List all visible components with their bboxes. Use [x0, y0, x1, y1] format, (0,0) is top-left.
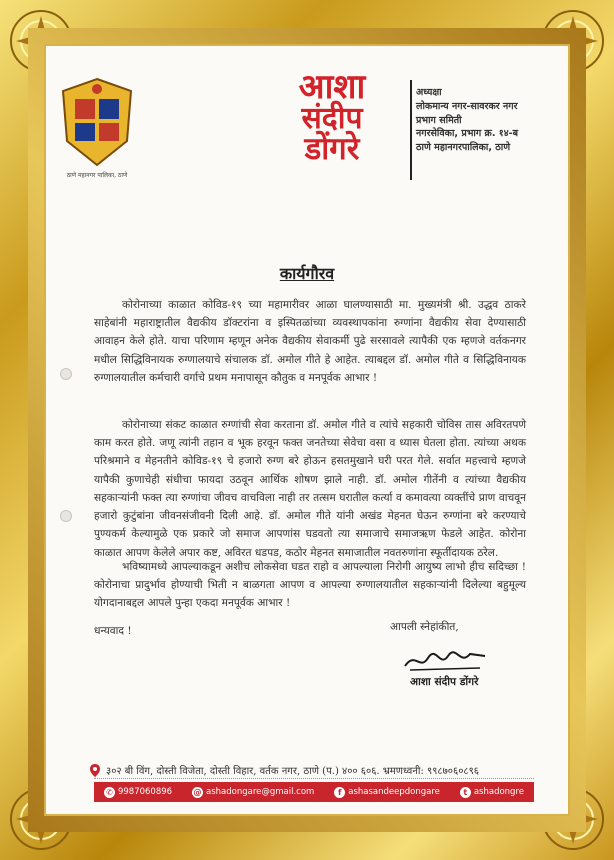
divider — [94, 778, 534, 779]
signer-name: आशा संदीप डोंगरे — [410, 676, 479, 688]
designation-line: प्रभाग समिती — [416, 114, 462, 126]
designation-line: ठाणे महानगरपालिका, ठाणे — [416, 142, 511, 154]
facebook-text: ashasandeepdongare — [348, 787, 440, 797]
punch-hole — [60, 368, 72, 380]
twitter-item[interactable] — [460, 787, 524, 798]
contact-bar — [94, 782, 534, 802]
signature — [400, 646, 490, 674]
email-item[interactable] — [192, 787, 314, 798]
name-line-2: संदीप — [301, 101, 363, 136]
paragraph-1: कोरोनाच्या काळात कोविड-१९ च्या महामारीवर आळा घालण्यासाठी मा. मुख्यमंत्री श्री. उद्धव ठाकरे साहेबांनी महाराष्ट्रातील वैद्यकीय डॉक्टरांना व इस्पितळांच्या व्यवस्थापकांना रुग्णांना वैद्यकीय सेवा देण्यासाठी आवाहन केले होते. याचा परिणाम म्हणून अनेक वैद्यकीय सेवाकर्मी पुढे सरसावले त्यापैकी एक म्हणजे वर्तकनगर मधील सिद्धिविनायक रुग्णालयाचे संचालक डॉ. अमोल गीते हे आहेत. त्याबद्दल डॉ. अमोल गीते व सिद्धिविनायक रुग्णालयातील कर्मचारी वर्गाचे प्रथम मनापासून कौतुक व मनपूर्वक आभार ! — [94, 299, 526, 384]
address-text: ३०२ बी विंग, दोस्ती विजेता, दोस्ती विहार, वर्तक नगर, ठाणे (प.) ४०० ६०६. भ्रमणध्वनी: ९९८७०६०८९६ — [106, 766, 480, 777]
facebook-item[interactable] — [334, 787, 440, 798]
email-icon: @ — [193, 787, 202, 797]
emblem-icon — [55, 75, 139, 171]
name-line-1: आशा — [298, 67, 366, 107]
punch-hole — [60, 510, 72, 522]
paragraph-2: कोरोनाच्या संकट काळात रुग्णांची सेवा करताना डॉ. अमोल गीते व त्यांचे सहकारी चोविस तास अविरतपणे काम करत होते. जणू त्यांनी तहान व भूक हरवून फक्त जनतेच्या सेवेचा वसा व ध्यास घेतला होता. त्यांच्या अथक परिश्रमाने व मेहनतीने कोविड-१९ चे हजारो रुग्ण बरे होऊन हसतमुखाने घरी परत गेले. सर्वात महत्त्वाचे म्हणजे यापैकी कुणाचेही संधीचा फायदा उठवून आर्थिक शोषण झाले नाही. डॉ. अमोल गीतेंनी व त्यांच्या वैद्यकीय सहकाऱ्यांनी फक्त त्या रुग्णांचा जीवच वाचविला नाही तर तत्सम घरातील कर्त्या व कमावत्या व्यक्तींचे प्राण वाचवून हजारो कुटुंबांना जीवनसंजीवनी दिली आहे. डॉ. अमोल गीते यांनी अखंड मेहनत घेऊन रुग्णांना बरे करण्याचे पुण्यकर्म केल्यामुळे एक प्रकारे जो समाज आपणांस घडवतो त्या समाजाचे समाजऋण फेडले आहेत. कोरोना काळात आपण केलेले अपार कष्ट, अविरत धडपड, कठोर मेहनत समाजातील नवतरुणांना स्फूर्तीदायक ठरेल. — [94, 419, 526, 559]
name-logo — [257, 67, 407, 167]
designation-line: नगरसेविका, प्रभाग क्र. १४-ब — [416, 128, 519, 140]
designation-line: लोकमान्य नगर-सावरकर नगर — [416, 100, 518, 112]
twitter-text: ashadongre — [473, 787, 524, 797]
location-pin-icon — [90, 764, 100, 777]
municipal-emblem — [55, 75, 139, 195]
designation-line: अध्यक्षा — [416, 87, 442, 98]
letter-heading: कार्यगौरव — [279, 264, 335, 283]
twitter-icon: t — [460, 787, 471, 798]
paragraph-3: भविष्यामध्ये आपल्याकडून अशीच लोकसेवा घडत राहो व आपल्याला निरोगी आयुष्य लाभो हीच सदिच्छा ! कोरोनाचा प्रादुर्भाव होण्याची भिती न बाळगता आपण व आपल्या रुग्णालयातील सहकाऱ्यांनी दिलेल्या बहुमूल्य योगदानाबद्दल आपले पुन्हा एकदा मनपूर्वक आभार ! — [94, 561, 526, 610]
thanks-text: धन्यवाद ! — [94, 625, 132, 637]
designation-block — [416, 86, 566, 155]
phone-text: 9987060896 — [117, 787, 173, 797]
phone-item[interactable] — [104, 787, 172, 798]
emblem-caption: ठाणे महानगर पालिका, ठाणे — [66, 172, 128, 179]
whatsapp-icon: ✆ — [104, 787, 115, 798]
name-line-3: डोंगरे — [304, 131, 360, 167]
email-text: ashadongare@gmail.com — [206, 787, 315, 797]
facebook-icon: f — [334, 787, 345, 798]
closing-text: आपली स्नेहांकीत, — [390, 621, 459, 633]
divider — [410, 80, 412, 180]
address-row — [90, 763, 530, 777]
